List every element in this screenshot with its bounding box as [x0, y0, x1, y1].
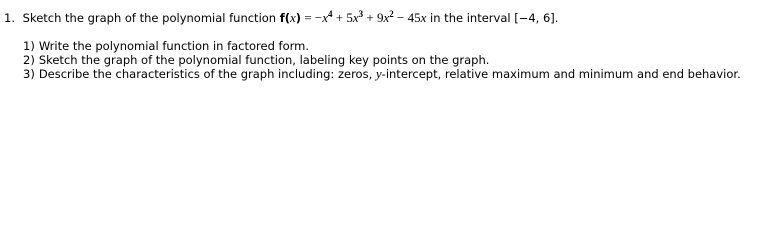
- equals-sign: = −: [301, 10, 323, 25]
- task-text: Write the polynomial function in factored form.: [38, 39, 310, 53]
- y-variable: y: [375, 66, 382, 81]
- task-number: 3): [23, 67, 35, 81]
- operator-2: + 9: [363, 10, 384, 25]
- task-number: 1): [23, 39, 35, 53]
- operator-1: + 5: [332, 10, 353, 25]
- term1-exponent: 4: [328, 9, 333, 19]
- term3-exponent: 2: [389, 9, 394, 19]
- term2-exponent: 3: [358, 9, 364, 19]
- interval-text: in the interval [−4, 6].: [426, 11, 559, 25]
- function-name: f(: [279, 11, 291, 25]
- problem-intro: Sketch the graph of the polynomial function: [22, 11, 277, 25]
- task-item-1: [23, 39, 741, 53]
- function-variable: x: [290, 10, 296, 25]
- task-item-3: [23, 67, 741, 81]
- polynomial-expression: [280, 10, 427, 25]
- term3-variable: x: [383, 10, 390, 25]
- task-list: [23, 39, 741, 81]
- task-number: 2): [23, 53, 35, 67]
- term4-variable: x: [420, 10, 427, 25]
- operator-3: − 45: [393, 10, 421, 25]
- term2-variable: x: [352, 10, 359, 25]
- function-close: ): [295, 11, 302, 25]
- term1-variable: x: [322, 10, 329, 25]
- task-item-2: [23, 53, 741, 67]
- task-text-post: -intercept, relative maximum and minimum and end behavior.: [381, 67, 741, 81]
- task-text-pre: Describe the characteristics of the graph including: zeros,: [38, 67, 376, 81]
- problem-number: 1.: [4, 11, 15, 25]
- task-text: Sketch the graph of the polynomial function, labeling key points on the graph.: [38, 53, 490, 67]
- problem-statement: [4, 11, 558, 25]
